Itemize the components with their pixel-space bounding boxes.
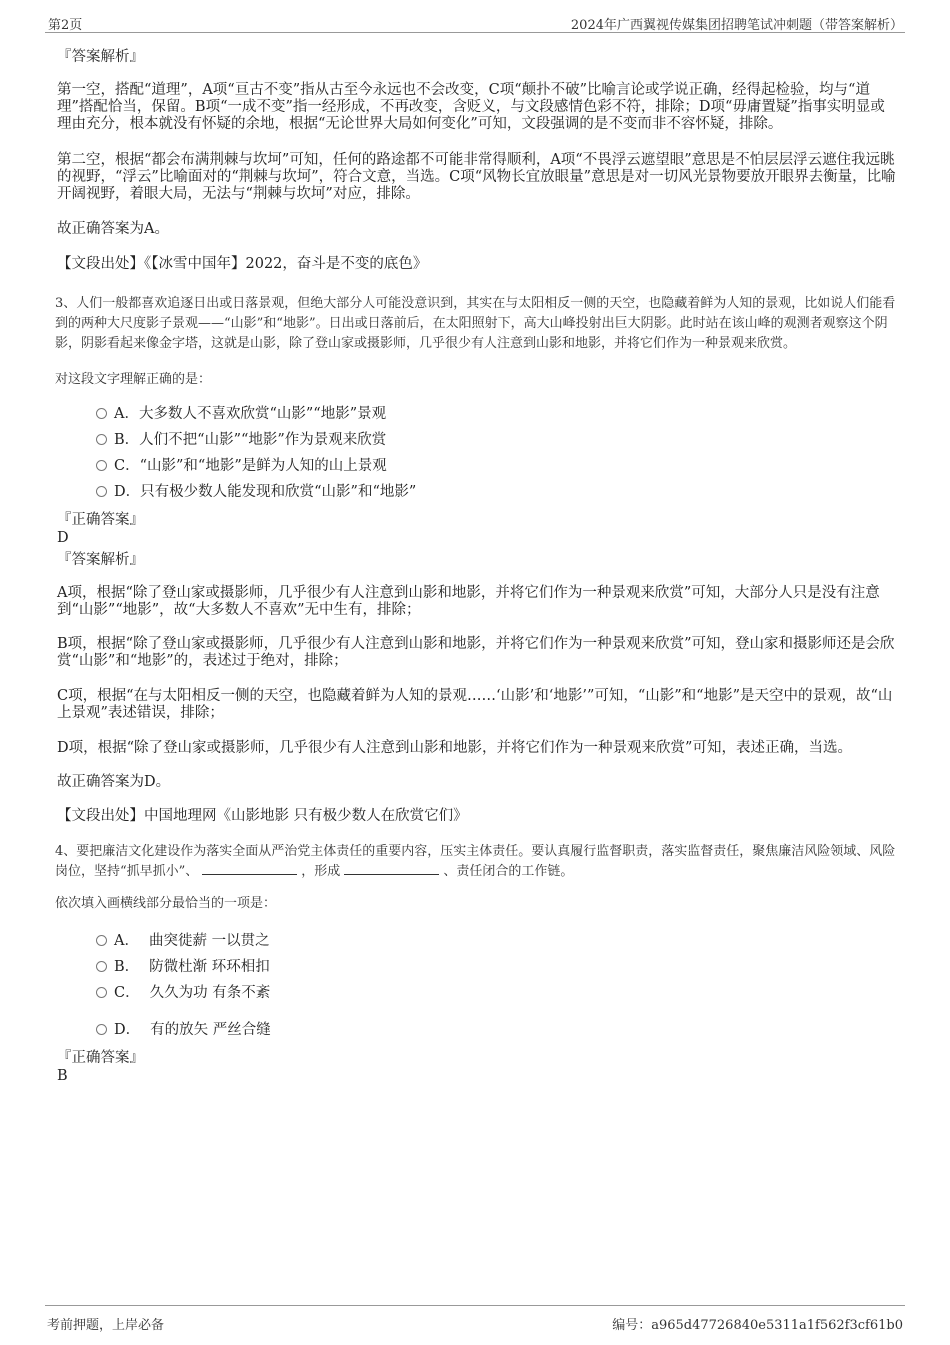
option-label: A．大多数人不喜欢欣赏“山影”“地影”景观 — [114, 406, 387, 422]
q3-option-d[interactable] — [96, 483, 416, 501]
option-label: B．人们不把“山影”“地影”作为景观来欣赏 — [114, 432, 387, 448]
q2-analysis-paragraph-2: 第二空，根据“都会布满荆棘与坎坷”可知，任何的路途都不可能非常得顺利，A项“不畏浮云遮望眼”意思是不怕层层浮云遮住我远眺的视野，“浮云”比喻面对的“荆棘与坎坷”，符合文意，当选。C项“风物长宜放眼量”意思是对一切风光景物要放开眼界去衡量，比喻开阔视野，着眼大局，无法与“荆棘与坎坷”对应，排除。 — [57, 152, 896, 202]
q3-conclusion: 故正确答案为D。 — [57, 774, 171, 790]
q2-analysis-label: 『答案解析』 — [57, 49, 144, 65]
q4-answer: B — [57, 1068, 68, 1084]
q4-stem-part-3: 、责任闭合的工作链。 — [443, 864, 574, 879]
page-footer — [45, 1305, 905, 1332]
q4-option-a[interactable] — [96, 932, 270, 950]
q3-answer: D — [57, 530, 69, 546]
fill-blank-1 — [202, 862, 297, 875]
q3-analysis-d: D项，根据“除了登山家或摄影师，几乎很少有人注意到山影和地影，并将它们作为一种景观来欣赏”可知，表述正确，当选。 — [57, 740, 852, 756]
fill-blank-2 — [344, 862, 439, 875]
radio-icon[interactable] — [96, 987, 107, 998]
option-label: D．只有极少数人能发现和欣赏“山影”和“地影” — [114, 484, 417, 500]
q4-stem-part-2: ，形成 — [301, 864, 341, 879]
option-letter: B． — [114, 959, 140, 975]
footer-slogan: 考前押题，上岸必备 — [47, 1318, 165, 1333]
q3-option-b[interactable] — [96, 431, 386, 449]
option-label: C．“山影”和“地影”是鲜为人知的山上景观 — [114, 458, 387, 474]
q3-analysis-a: A项，根据“除了登山家或摄影师，几乎很少有人注意到山影和地影，并将它们作为一种景观来欣赏”可知，大部分人只是没有注意到“山影”“地影”，故“大多数人不喜欢”无中生有，排除； — [57, 585, 880, 618]
document-title: 2024年广西翼视传媒集团招聘笔试冲刺题（带答案解析） — [570, 18, 903, 33]
radio-icon[interactable] — [96, 935, 107, 946]
page-header — [45, 10, 905, 33]
q4-option-c[interactable] — [96, 984, 270, 1002]
radio-icon[interactable] — [96, 408, 107, 419]
q2-analysis-paragraph-1: 第一空，搭配“道理”，A项“亘古不变”指从古至今永远也不会改变，C项“颠扑不破”比喻言论或学说正确，经得起检验，均与“道理”搭配恰当，保留。B项“一成不变”指一经形成，不再改变，含贬义，与文段感情色彩不符，排除；D项“毋庸置疑”指事实明显或理由充分，根本就没有怀疑的余地，根据“无论世界大局如何变化”可知，文段强调的是不变而非不容怀疑，排除。 — [57, 82, 885, 132]
q3-analysis-label: 『答案解析』 — [57, 552, 144, 568]
q4-option-d[interactable] — [96, 1021, 271, 1039]
q4-answer-label: 『正确答案』 — [57, 1050, 144, 1066]
option-text: 曲突徙薪 一以贯之 — [148, 933, 270, 949]
q4-option-b[interactable] — [96, 958, 270, 976]
option-letter: C． — [114, 985, 140, 1001]
q3-analysis-b: B项，根据“除了登山家或摄影师，几乎很少有人注意到山影和地影，并将它们作为一种景观来欣赏”可知，登山家和摄影师还是会欣赏“山影”和“地影”的，表述过于绝对，排除； — [57, 636, 895, 669]
q3-source: 【文段出处】中国地理网《山影地影 只有极少数人在欣赏它们》 — [57, 808, 468, 824]
document-id: 编号：a965d47726840e5311a1f562f3cf61b0 — [612, 1318, 903, 1333]
radio-icon[interactable] — [96, 1024, 107, 1035]
q3-stem: 3、人们一般都喜欢追逐日出或日落景观，但绝大部分人可能没意识到，其实在与太阳相反一侧的天空，也隐藏着鲜为人知的景观，比如说人们能看到的两种大尺度影子景观——“山影”和“地影”。日出或日落前后，在太阳照射下，高大山峰投射出巨大阴影。此时站在该山峰的观测者观察这个阴影，阴影看起来像金字塔，这就是山影，除了登山家或摄影师，几乎很少有人注意到山影和地影，并将它们作为一种景观来欣赏。 — [55, 296, 896, 351]
option-text: 有的放矢 严丝合缝 — [150, 1022, 271, 1038]
q3-option-c[interactable] — [96, 457, 387, 475]
q3-answer-label: 『正确答案』 — [57, 512, 144, 528]
radio-icon[interactable] — [96, 961, 107, 972]
option-text: 防微杜渐 环环相扣 — [149, 959, 270, 975]
q3-analysis-c: C项，根据“在与太阳相反一侧的天空，也隐藏着鲜为人知的景观……‘山影’和‘地影’”可知，“山影”和“地影”是天空中的景观，故“山上景观”表述错误，排除； — [57, 688, 893, 721]
q4-stem — [55, 842, 900, 882]
q3-prompt: 对这段文字理解正确的是： — [55, 372, 212, 387]
q2-conclusion: 故正确答案为A。 — [57, 221, 169, 237]
q3-option-a[interactable] — [96, 405, 386, 423]
option-text: 久久为功 有条不紊 — [149, 985, 271, 1001]
q4-stem-part-1: 4、要把廉洁文化建设作为落实全面从严治党主体责任的重要内容，压实主体责任。要认真履行监督职责，落实监督责任，聚焦廉洁风险领域、风险岗位，坚持“抓早抓小”、 — [55, 844, 896, 879]
q4-prompt: 依次填入画横线部分最恰当的一项是： — [55, 896, 277, 911]
option-letter: A． — [114, 933, 139, 949]
option-letter: D． — [114, 1022, 141, 1038]
radio-icon[interactable] — [96, 486, 107, 497]
page-number: 第2页 — [48, 18, 83, 33]
q2-source: 【文段出处】《【冰雪中国年】2022，奋斗是不变的底色》 — [57, 256, 428, 272]
radio-icon[interactable] — [96, 434, 107, 445]
radio-icon[interactable] — [96, 460, 107, 471]
